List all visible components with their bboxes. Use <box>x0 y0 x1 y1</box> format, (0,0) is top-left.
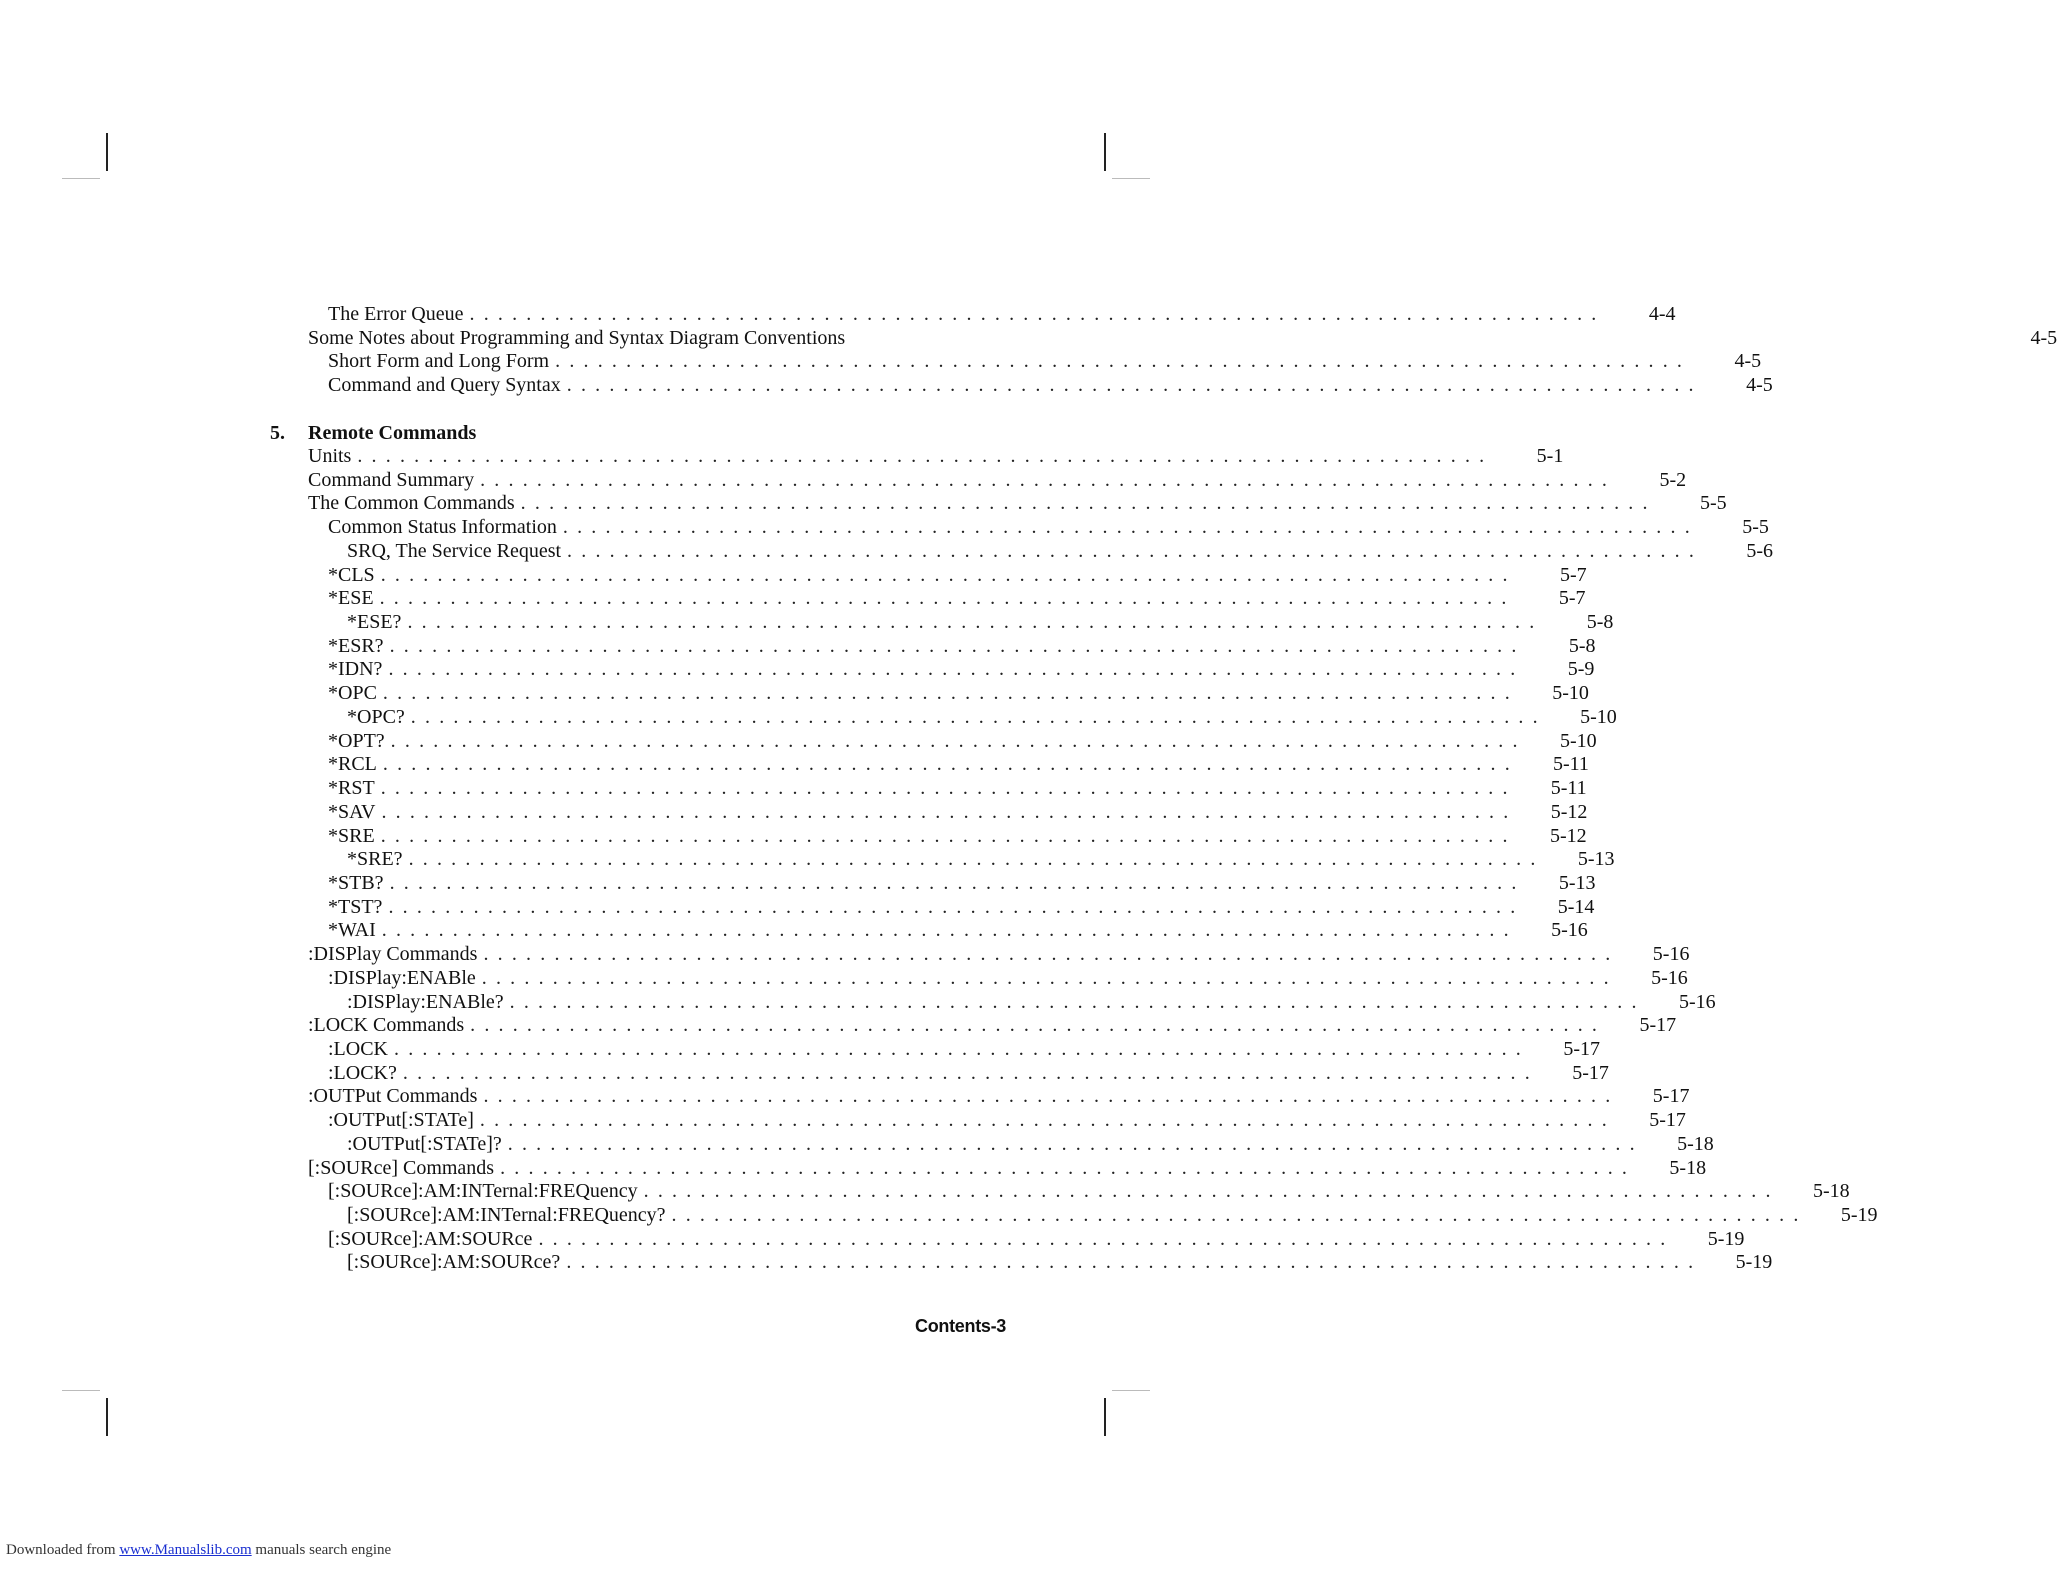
toc-entry <box>308 1203 1878 1227</box>
manualslib-link[interactable]: www.Manualslib.com <box>119 1542 252 1558</box>
toc-leader-dots: ................................................................................ <box>408 848 1545 871</box>
toc-entry-title: *SAV <box>328 800 376 823</box>
toc-entry-page: 5-9 <box>1567 658 1595 681</box>
toc-leader-dots: ................................................................................ <box>380 824 1517 847</box>
toc-entry-title: Short Form and Long Form <box>328 350 550 373</box>
toc-entry-title: *CLS <box>328 563 375 586</box>
toc-entry-title: *SRE? <box>347 848 403 871</box>
toc-entry <box>308 302 1676 326</box>
toc-leader-dots: ................................................................................ <box>388 895 1525 918</box>
toc-entry-title: *ESE <box>328 587 374 610</box>
toc-entry-page: 5-16 <box>1651 966 1688 989</box>
toc-leader-dots: ................................................................................ <box>380 777 1517 800</box>
toc-entry-title: [:SOURce]:AM:INTernal:FREQuency? <box>347 1204 666 1227</box>
toc-entry <box>308 657 1595 681</box>
page-footer-label: Contents-3 <box>915 1316 1006 1336</box>
toc-entry <box>308 1250 1773 1274</box>
toc-entry-page: 5-17 <box>1563 1038 1600 1060</box>
toc-entry <box>308 349 1762 373</box>
toc-leader-dots: ................................................................................ <box>566 374 1703 397</box>
toc-leader-dots: ................................................................................ <box>402 1061 1539 1084</box>
toc-entry-title: *ESR? <box>328 634 384 657</box>
toc-entry-title: Common Status Information <box>328 516 557 539</box>
toc-entry <box>308 373 1773 397</box>
toc-leader-dots: ................................................................................ <box>389 634 1526 657</box>
toc-entry-page: 4-4 <box>1648 303 1676 325</box>
toc-entry <box>308 1179 1850 1203</box>
toc-entry <box>308 515 1769 539</box>
crop-line-bottom-left <box>62 1390 100 1391</box>
toc-leader-dots: ................................................................................ <box>382 753 1519 776</box>
toc-entry-page: 5-17 <box>1649 1109 1686 1132</box>
toc-entry <box>308 563 1587 587</box>
toc-entry-title: [:SOURce] Commands <box>308 1156 495 1179</box>
toc-entry-page: 5-13 <box>1558 871 1596 894</box>
toc-entry-page: 5-7 <box>1558 587 1586 610</box>
toc-entry <box>308 729 1597 753</box>
toc-entry-title: *IDN? <box>328 658 383 681</box>
toc-entry <box>308 918 1588 942</box>
toc-entry-page: 5-17 <box>1652 1085 1690 1108</box>
crop-mark-bottom-right <box>1104 1398 1106 1436</box>
download-suffix: manuals search engine <box>255 1542 392 1558</box>
download-prefix: Downloaded from <box>6 1542 116 1558</box>
toc-entry-title: *SRE <box>328 824 375 847</box>
toc-entry-page: 5-5 <box>1742 516 1769 539</box>
toc-leader-dots: ................................................................................ <box>483 943 1620 966</box>
toc-leader-dots: ................................................................................ <box>507 1132 1644 1155</box>
toc-leader-dots: ................................................................................ <box>566 1251 1703 1274</box>
chapter-number: 5. <box>270 422 285 444</box>
toc-entry <box>308 1132 1714 1156</box>
toc-entry-title: :OUTPut[:STATe] <box>328 1109 474 1132</box>
toc-entry <box>308 705 1617 729</box>
toc-entry-title: [:SOURce]:AM:INTernal:FREQuency <box>328 1180 638 1203</box>
toc-leader-dots: ................................................................................ <box>520 492 1657 515</box>
toc-leader-dots: ................................................................................ <box>671 1204 1808 1227</box>
toc-entry <box>308 990 1716 1014</box>
crop-line-bottom-right <box>1112 1390 1150 1391</box>
toc-entry <box>308 1227 1745 1251</box>
toc-entry-title: Units <box>308 445 352 467</box>
toc-entry-page: 5-16 <box>1678 990 1716 1013</box>
toc-entry-page: 5-14 <box>1557 895 1595 918</box>
toc-entry-page: 5-10 <box>1560 729 1597 752</box>
crop-mark-top-right <box>1104 133 1106 171</box>
toc-entry-page: 5-13 <box>1577 848 1615 871</box>
toc-leader-dots: ................................................................................ <box>481 966 1618 989</box>
toc-leader-dots: ................................................................................ <box>390 729 1527 752</box>
toc-entry-page: 5-8 <box>1568 634 1596 657</box>
toc-entry <box>308 776 1587 800</box>
toc-entry-title: *ESE? <box>347 611 402 634</box>
toc-leader-dots: ................................................................................ <box>562 516 1699 539</box>
toc-entry-page: 5-10 <box>1552 682 1589 705</box>
toc-entry-title: :LOCK Commands <box>308 1014 465 1037</box>
toc-entry <box>308 871 1596 895</box>
toc-entry <box>308 681 1589 705</box>
toc-leader-dots: ................................................................................ <box>388 658 1525 681</box>
toc-entry-page: 4-5 <box>1734 350 1762 373</box>
chapter-title: Remote Commands <box>308 422 477 444</box>
toc-entry-page: 5-18 <box>1812 1180 1850 1203</box>
toc-entry-page: 5-6 <box>1746 539 1774 562</box>
toc-entry-page: 5-19 <box>1840 1204 1878 1227</box>
toc-leader-dots: ................................................................................ <box>394 1038 1530 1060</box>
download-note <box>6 1542 391 1559</box>
toc-entry <box>308 1013 1677 1037</box>
toc-leader-dots: ................................................................................ <box>538 1227 1675 1250</box>
toc-leader-dots: ................................................................................ <box>410 705 1547 728</box>
crop-line-top-left <box>62 178 100 179</box>
toc-entry-title: *WAI <box>328 919 376 942</box>
toc-entry-page: 4-5 <box>2030 326 2057 349</box>
toc-entry-page: 5-12 <box>1550 824 1587 847</box>
toc-leader-dots: ................................................................................ <box>483 1085 1620 1108</box>
toc-entry <box>308 1108 1686 1132</box>
toc-entry-title: The Error Queue <box>328 303 464 325</box>
toc-leader-dots: ................................................................................ <box>382 682 1519 705</box>
toc-entry-page: 5-1 <box>1536 445 1564 467</box>
toc-leader-dots: ................................................................................ <box>469 303 1606 325</box>
toc-entry-page: 4-5 <box>1746 374 1773 397</box>
toc-entry-title: Command and Query Syntax <box>328 374 561 397</box>
toc-entry-title: :OUTPut Commands <box>308 1085 478 1108</box>
toc-entry-title: :LOCK? <box>328 1061 397 1084</box>
toc-entry-title: *OPT? <box>328 729 385 752</box>
toc-entry <box>308 752 1589 776</box>
toc-entry <box>308 1084 1690 1108</box>
toc-entry-title: :OUTPut[:STATe]? <box>347 1132 502 1155</box>
toc-entry <box>308 1156 1707 1180</box>
toc-entry-title: :DISPlay:ENABle? <box>347 990 504 1013</box>
toc-entry <box>308 966 1688 990</box>
toc-entry <box>308 634 1596 658</box>
toc-entry-page: 5-19 <box>1707 1227 1745 1250</box>
toc-entry-title: :LOCK <box>328 1038 388 1060</box>
toc-entry-title: :DISPlay Commands <box>308 943 478 966</box>
toc-entry-title: *RCL <box>328 753 377 776</box>
toc-leader-dots: ................................................................................ <box>389 871 1526 894</box>
toc-leader-dots: ................................................................................ <box>357 445 1494 467</box>
toc-entry-title: Command Summary <box>308 468 475 491</box>
toc-entry-page: 5-17 <box>1639 1014 1677 1037</box>
chapter-heading <box>270 421 476 445</box>
toc-leader-dots: ................................................................................ <box>555 350 1692 373</box>
toc-entry-title: *STB? <box>328 871 384 894</box>
crop-mark-bottom-left <box>106 1398 108 1436</box>
toc-entry <box>308 326 2057 350</box>
toc-leader-dots: ................................................................................ <box>500 1156 1637 1179</box>
toc-entry <box>308 1061 1609 1085</box>
toc-entry <box>308 539 1774 563</box>
toc-leader-dots: ................................................................................ <box>470 1014 1607 1037</box>
toc-leader-dots: ................................................................................ <box>509 990 1646 1013</box>
toc-leader-dots: ................................................................................ <box>381 800 1518 823</box>
toc-entry <box>308 586 1586 610</box>
toc-entry <box>308 444 1564 468</box>
toc-entry <box>308 491 1727 515</box>
toc-entry-title: *TST? <box>328 895 383 918</box>
toc-entry <box>308 800 1588 824</box>
toc-entry <box>308 895 1595 919</box>
toc-leader-dots: ................................................................................ <box>643 1180 1780 1203</box>
toc-leader-dots: ................................................................................ <box>379 587 1516 610</box>
toc-entry-page: 5-17 <box>1572 1061 1609 1084</box>
toc-entry <box>308 942 1690 966</box>
toc-leader-dots: ................................................................................ <box>480 468 1617 491</box>
toc-entry-title: [:SOURce]:AM:SOURce <box>328 1227 533 1250</box>
toc-entry-title: The Common Commands <box>308 492 515 515</box>
toc-entry-title: *OPC <box>328 682 377 705</box>
crop-mark-top-left <box>106 133 108 171</box>
toc-leader-dots: ................................................................................ <box>380 563 1517 586</box>
toc-entry-page: 5-8 <box>1586 611 1614 634</box>
toc-entry-page: 5-16 <box>1551 919 1588 942</box>
toc-entry <box>308 468 1687 492</box>
toc-leader-dots: ................................................................................ <box>567 539 1704 562</box>
toc-entry-page: 5-11 <box>1550 777 1587 800</box>
toc-entry <box>308 847 1615 871</box>
toc-entry-title: :DISPlay:ENABle <box>328 966 476 989</box>
toc-entry-page: 5-18 <box>1677 1132 1714 1155</box>
toc-entry-page: 5-12 <box>1550 800 1588 823</box>
toc-entry-title: *RST <box>328 777 375 800</box>
toc-entry <box>308 610 1614 634</box>
toc-entry <box>308 824 1587 848</box>
toc-entry-title: SRQ, The Service Request <box>347 539 562 562</box>
toc-entry-page: 5-16 <box>1652 943 1690 966</box>
toc-entry-page: 5-2 <box>1659 468 1687 491</box>
toc-entry-page: 5-5 <box>1700 492 1727 515</box>
toc-entry <box>308 1037 1600 1061</box>
toc-leader-dots: ................................................................................ <box>381 919 1518 942</box>
toc-leader-dots: ................................................................................ <box>407 611 1544 634</box>
toc-entry-page: 5-19 <box>1735 1251 1773 1274</box>
toc-entry-page: 5-18 <box>1669 1156 1707 1179</box>
toc-entry-page: 5-7 <box>1560 563 1587 586</box>
toc-entry-title: Some Notes about Programming and Syntax Diagram Conventions <box>308 326 846 349</box>
toc-entry-title: [:SOURce]:AM:SOURce? <box>347 1251 561 1274</box>
toc-entry-title: *OPC? <box>347 705 405 728</box>
toc-entry-page: 5-10 <box>1580 705 1617 728</box>
crop-line-top-right <box>1112 178 1150 179</box>
toc-entry-page: 5-11 <box>1552 753 1589 776</box>
toc-leader-dots: ................................................................................ <box>479 1109 1616 1132</box>
